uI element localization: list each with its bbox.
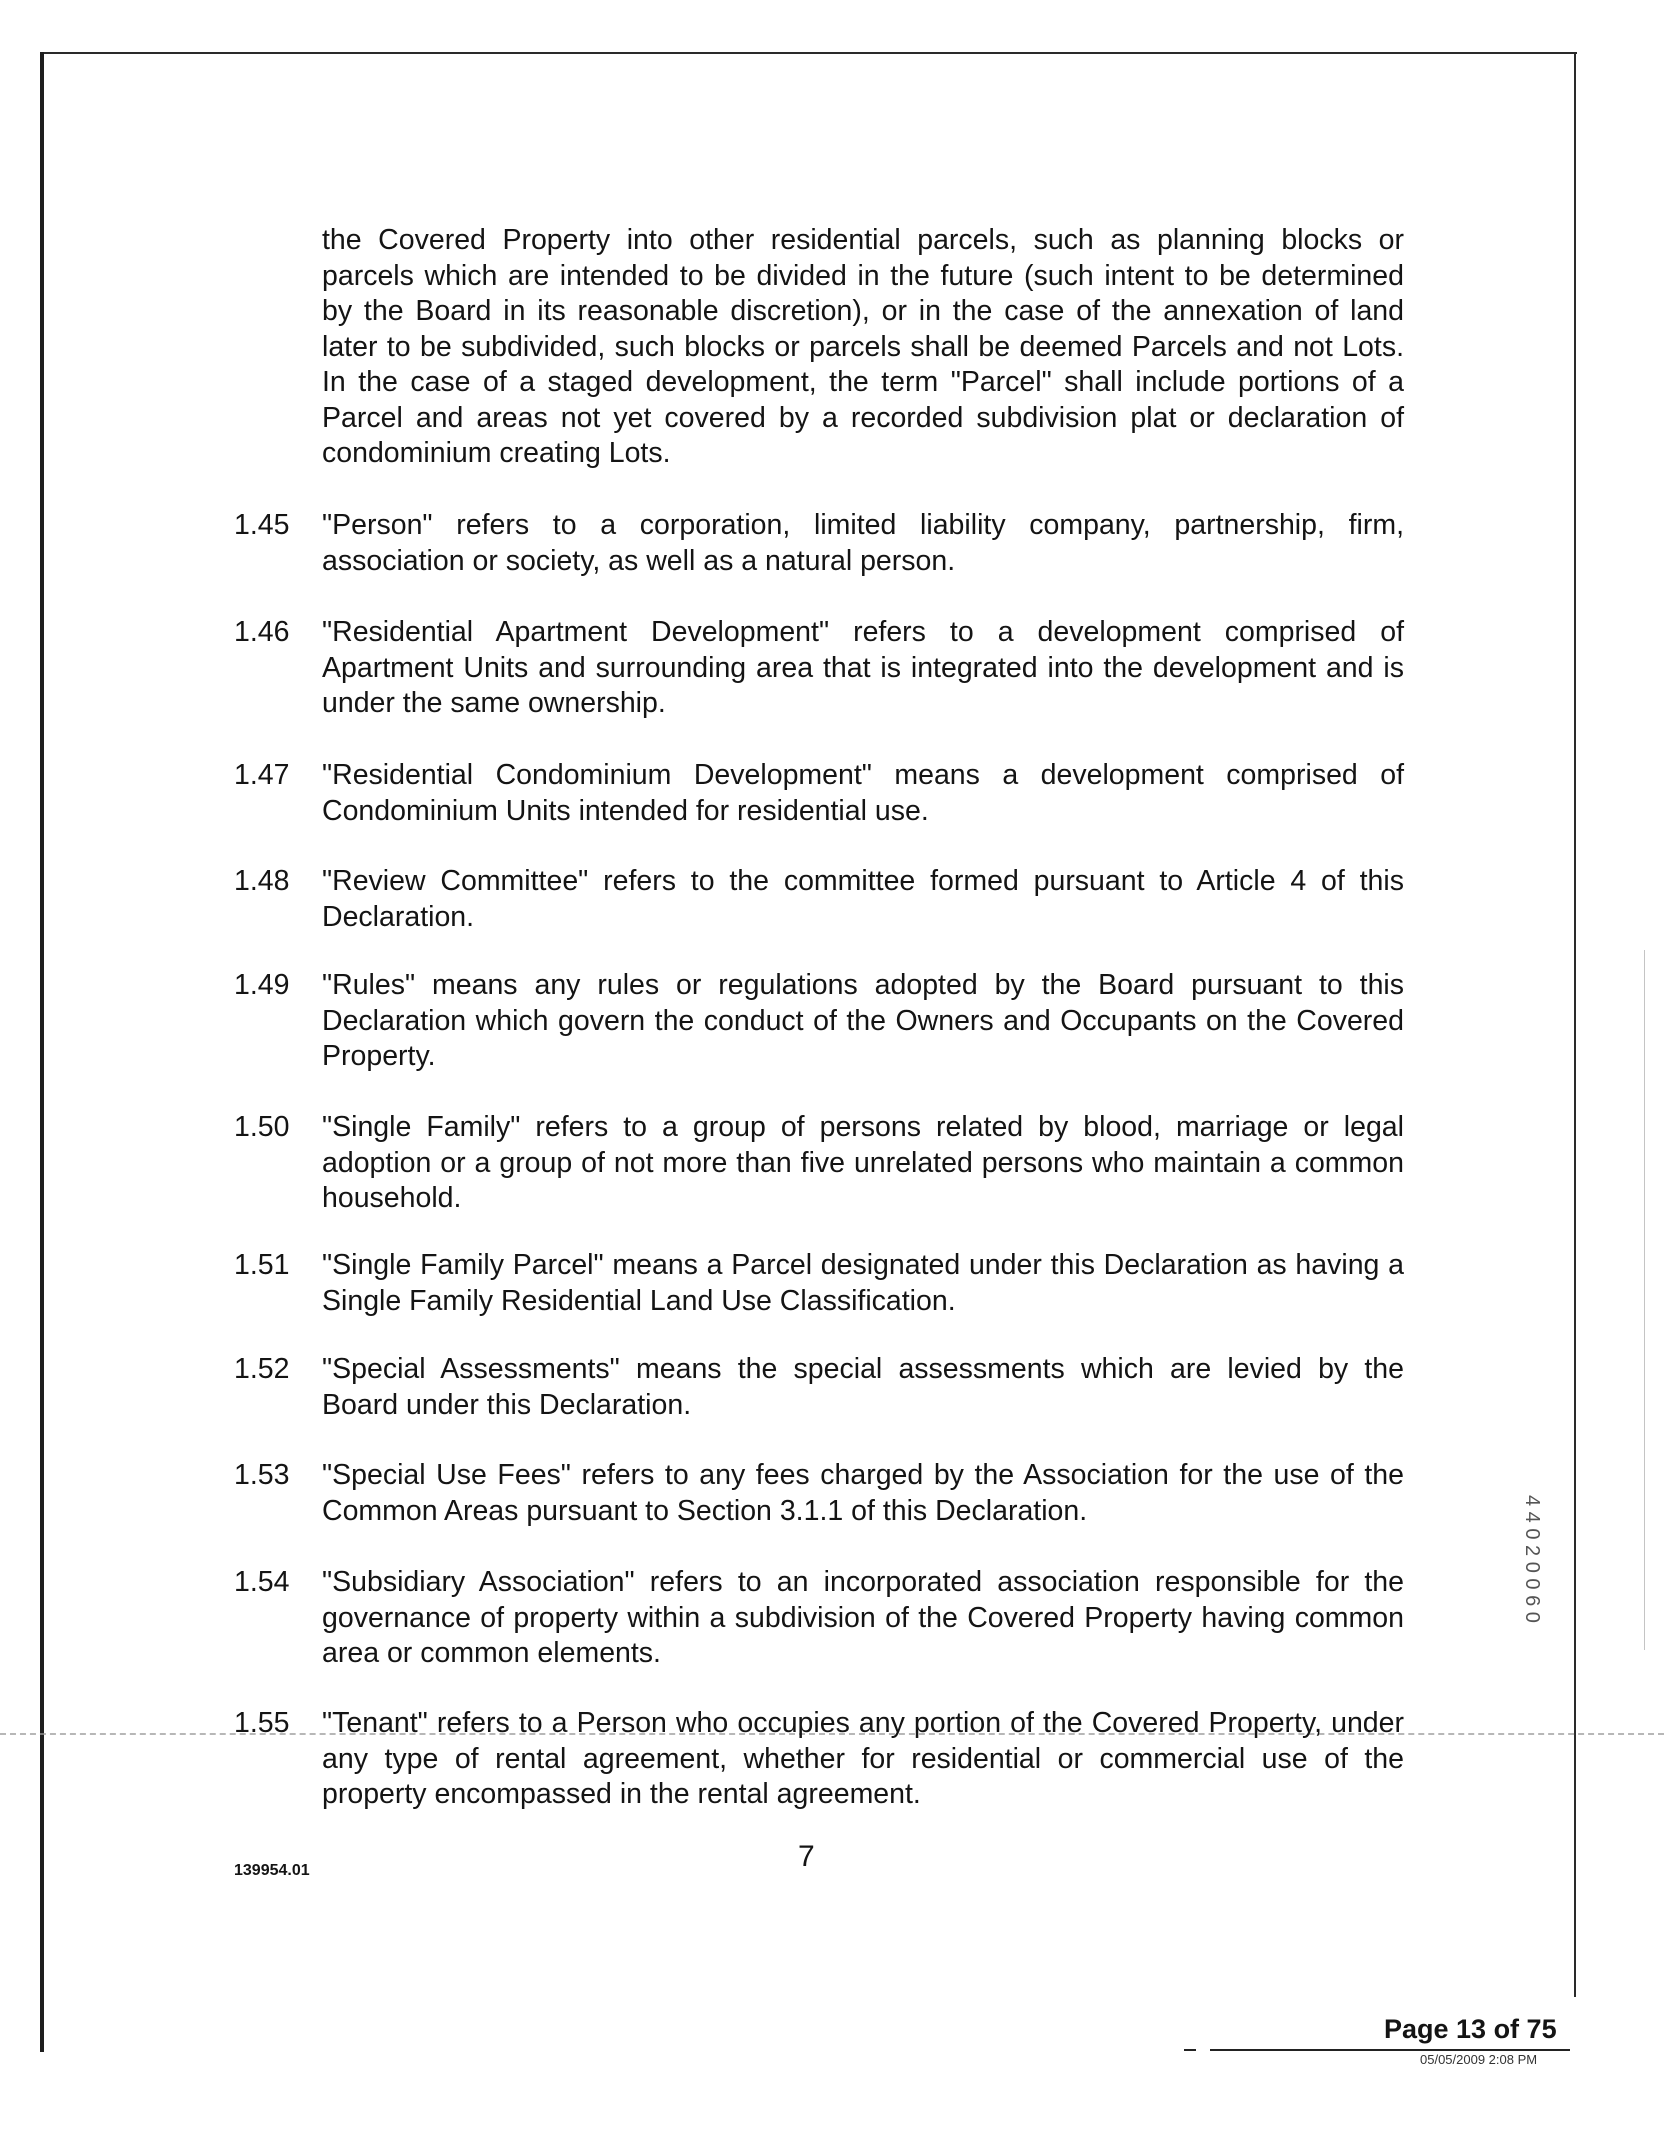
definition-text: "Special Assessments" means the special assessments which are levied by the Board under this Declaration. (322, 1353, 1404, 1421)
definition-text: "Residential Apartment Development" refers to a development comprised of Apartment Units and surrounding area that is integrated into the development and is under the same ownership. (322, 616, 1404, 719)
document-id: 139954.01 (234, 1862, 310, 1879)
definition-number: 1.52 (234, 1353, 290, 1385)
definition-text: "Single Family" refers to a group of persons related by blood, marriage or legal adoption or a group of not more than five unrelated persons who maintain a common household. (322, 1111, 1404, 1214)
definition-number: 1.48 (234, 865, 290, 897)
definition-number: 1.53 (234, 1459, 290, 1491)
page-frame-left (40, 52, 44, 2052)
definition-text: "Review Committee" refers to the committee formed pursuant to Article 4 of this Declaration. (322, 865, 1404, 933)
page-count: Page 13 of 75 (1384, 2014, 1557, 2044)
definition-text: "Person" refers to a corporation, limited liability company, partnership, firm, association or society, as well as a natural person. (322, 509, 1404, 577)
definition-text: "Special Use Fees" refers to any fees charged by the Association for the use of the Common Areas pursuant to Section 3.1.1 of this Declaration. (322, 1459, 1404, 1527)
continuation-paragraph: the Covered Property into other residential parcels, such as planning blocks or parcels which are intended to be divided in the future (such intent to be determined by the Board in its reasonable discretion), or in the case of the annexation of land later to be subdivided, such blocks or parcels shall be deemed Parcels and not Lots. In the case of a staged development, the term "Parcel" shall include portions of a Parcel and areas not yet covered by a recorded subdivision plat or declaration of condominium creating Lots. (322, 224, 1404, 469)
page-frame-right (1574, 52, 1576, 1997)
print-timestamp: 05/05/2009 2:08 PM (1420, 2052, 1538, 2067)
footer-dash (1184, 2049, 1196, 2051)
definition-number: 1.45 (234, 509, 290, 541)
definition-text: "Subsidiary Association" refers to an incorporated association responsible for the governance of property within a subdivision of the Covered Property having common area or common elements. (322, 1566, 1404, 1669)
page-number: 7 (798, 1840, 815, 1873)
page-frame-top (40, 52, 1577, 54)
definition-text: "Single Family Parcel" means a Parcel designated under this Declaration as having a Single Family Residential Land Use Classification. (322, 1249, 1404, 1317)
definition-number: 1.54 (234, 1566, 290, 1598)
definition-number: 1.55 (234, 1707, 290, 1739)
definition-text: "Rules" means any rules or regulations adopted by the Board pursuant to this Declaration which govern the conduct of the Owners and Occupants on the Covered Property. (322, 969, 1404, 1072)
definition-text: "Tenant" refers to a Person who occupies any portion of the Covered Property, under any type of rental agreement, whether for residential or commercial use of the property encompassed in the rental agreement. (322, 1707, 1404, 1810)
definition-number: 1.51 (234, 1249, 290, 1281)
definition-number: 1.50 (234, 1111, 290, 1143)
definition-number: 1.47 (234, 759, 290, 791)
definition-number: 1.46 (234, 616, 290, 648)
scan-edge-mark (1644, 950, 1645, 1650)
recording-stamp: 4 4 0 2 0 0 6 0 (1521, 1495, 1543, 1623)
definition-number: 1.49 (234, 969, 290, 1001)
footer-rule (1210, 2049, 1570, 2051)
definition-text: "Residential Condominium Development" means a development comprised of Condominium Units intended for residential use. (322, 759, 1404, 827)
